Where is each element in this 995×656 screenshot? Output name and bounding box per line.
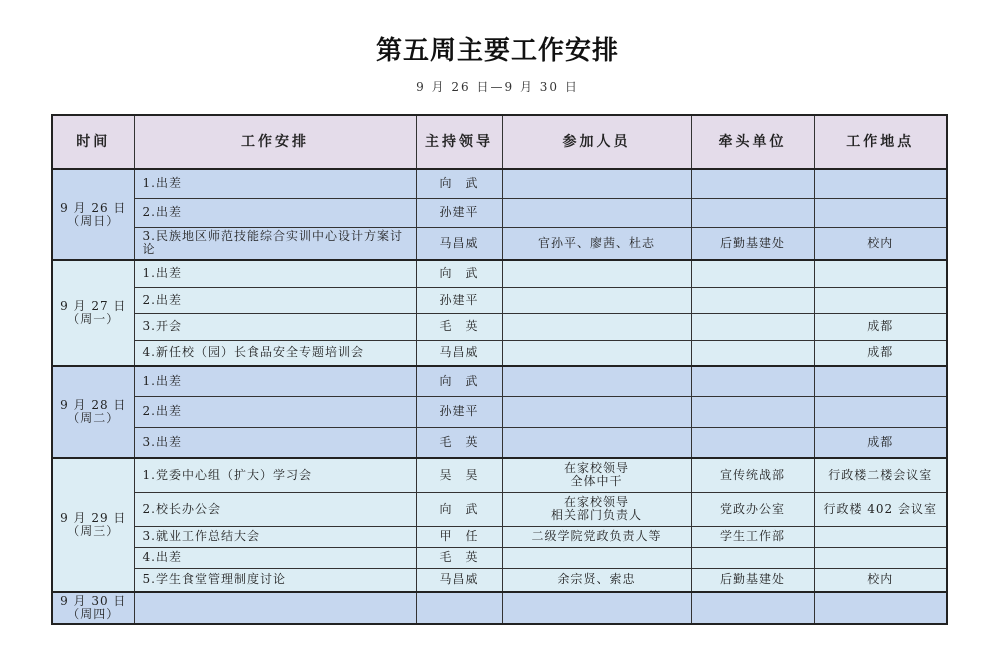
task-cell: 4.新任校（园）长食品安全专题培训会 — [134, 340, 416, 366]
leader-cell: 孙建平 — [416, 287, 502, 313]
weekday-text: （周三） — [67, 524, 120, 538]
leader-cell: 向 武 — [416, 366, 502, 396]
unit-cell — [691, 287, 814, 313]
attendees-cell — [502, 427, 691, 458]
task-cell — [134, 592, 416, 624]
attendees-cell — [502, 340, 691, 366]
table-row — [52, 169, 947, 198]
leader-cell: 马昌威 — [416, 340, 502, 366]
attendees-cell: 在家校领导 全体中干 — [502, 458, 691, 492]
place-cell: 成都 — [814, 313, 947, 340]
task-cell: 2.出差 — [134, 198, 416, 227]
table-row — [52, 366, 947, 396]
weekday-text: （周一） — [67, 312, 120, 326]
place-cell: 行政楼二楼会议室 — [814, 458, 947, 492]
header-place: 工作地点 — [814, 115, 947, 169]
day-group — [52, 458, 947, 592]
unit-cell — [691, 260, 814, 287]
date-cell — [52, 260, 134, 366]
attendees-cell — [502, 592, 691, 624]
place-cell: 校内 — [814, 227, 947, 260]
attendees-cell — [502, 313, 691, 340]
place-cell — [814, 526, 947, 547]
date-text: 9 月 27 日 — [60, 299, 127, 313]
place-cell — [814, 260, 947, 287]
header-row — [52, 115, 947, 169]
table-row — [52, 287, 947, 313]
table-row — [52, 340, 947, 366]
task-cell: 3.就业工作总结大会 — [134, 526, 416, 547]
date-text: 9 月 29 日 — [60, 511, 127, 525]
attendees-cell: 二级学院党政负责人等 — [502, 526, 691, 547]
task-cell: 1.党委中心组（扩大）学习会 — [134, 458, 416, 492]
leader-cell: 马昌威 — [416, 227, 502, 260]
table-row — [52, 526, 947, 547]
place-cell: 成都 — [814, 427, 947, 458]
task-cell: 2.校长办公会 — [134, 492, 416, 526]
unit-cell: 后勤基建处 — [691, 227, 814, 260]
day-group — [52, 366, 947, 458]
task-cell: 1.出差 — [134, 169, 416, 198]
attendees-cell — [502, 287, 691, 313]
unit-cell: 宣传统战部 — [691, 458, 814, 492]
unit-cell — [691, 396, 814, 427]
table-row — [52, 198, 947, 227]
leader-cell: 向 武 — [416, 260, 502, 287]
unit-cell — [691, 547, 814, 568]
place-cell: 行政楼 402 会议室 — [814, 492, 947, 526]
weekday-text: （周四） — [67, 607, 120, 621]
unit-cell — [691, 340, 814, 366]
attendees-cell: 余宗贤、索忠 — [502, 568, 691, 592]
header-leader: 主持领导 — [416, 115, 502, 169]
attendees-cell — [502, 169, 691, 198]
attendees-cell — [502, 547, 691, 568]
page-title: 第五周主要工作安排 — [375, 36, 619, 66]
leader-cell: 毛 英 — [416, 427, 502, 458]
date-text: 9 月 30 日 — [60, 594, 127, 608]
day-group — [52, 169, 947, 260]
leader-cell: 向 武 — [416, 169, 502, 198]
place-cell: 成都 — [814, 340, 947, 366]
date-cell — [52, 366, 134, 458]
unit-cell — [691, 313, 814, 340]
table-row — [52, 227, 947, 260]
unit-cell — [691, 592, 814, 624]
attendees-cell — [502, 260, 691, 287]
place-cell — [814, 287, 947, 313]
table-row — [52, 568, 947, 592]
table-row — [52, 427, 947, 458]
attendees-cell: 在家校领导 相关部门负责人 — [502, 492, 691, 526]
date-text: 9 月 28 日 — [60, 398, 127, 412]
table-row — [52, 260, 947, 287]
task-cell: 3.民族地区师范技能综合实训中心设计方案讨论 — [134, 227, 416, 260]
table-row — [52, 492, 947, 526]
place-cell — [814, 547, 947, 568]
table-row — [52, 547, 947, 568]
header-task: 工作安排 — [134, 115, 416, 169]
unit-cell — [691, 169, 814, 198]
leader-cell: 毛 英 — [416, 313, 502, 340]
table-row — [52, 396, 947, 427]
leader-cell: 吴 昊 — [416, 458, 502, 492]
attendees-cell — [502, 366, 691, 396]
day-group — [52, 592, 947, 624]
table-row — [52, 313, 947, 340]
unit-cell — [691, 198, 814, 227]
table-row — [52, 458, 947, 492]
place-cell — [814, 366, 947, 396]
leader-cell: 向 武 — [416, 492, 502, 526]
unit-cell: 后勤基建处 — [691, 568, 814, 592]
leader-cell: 马昌威 — [416, 568, 502, 592]
leader-cell: 毛 英 — [416, 547, 502, 568]
place-cell — [814, 198, 947, 227]
day-group — [52, 260, 947, 366]
weekday-text: （周二） — [67, 411, 120, 425]
task-cell: 5.学生食堂管理制度讨论 — [134, 568, 416, 592]
date-cell — [52, 169, 134, 260]
unit-cell — [691, 427, 814, 458]
header-time: 时间 — [52, 115, 134, 169]
task-cell: 3.开会 — [134, 313, 416, 340]
unit-cell: 学生工作部 — [691, 526, 814, 547]
header-unit: 牵头单位 — [691, 115, 814, 169]
task-cell: 1.出差 — [134, 260, 416, 287]
task-cell: 2.出差 — [134, 287, 416, 313]
task-cell: 2.出差 — [134, 396, 416, 427]
place-cell — [814, 592, 947, 624]
task-cell: 4.出差 — [134, 547, 416, 568]
leader-cell: 孙建平 — [416, 396, 502, 427]
date-cell — [52, 592, 134, 624]
weekday-text: （周日） — [67, 213, 120, 228]
attendees-cell: 官孙平、廖茜、杜志 — [502, 227, 691, 260]
place-cell — [814, 396, 947, 427]
date-range: 9 月 26 日—9 月 30 日 — [416, 80, 579, 94]
unit-cell — [691, 366, 814, 396]
task-cell: 1.出差 — [134, 366, 416, 396]
header-attendees: 参加人员 — [502, 115, 691, 169]
leader-cell: 孙建平 — [416, 198, 502, 227]
task-cell: 3.出差 — [134, 427, 416, 458]
date-cell — [52, 458, 134, 592]
date-text: 9 月 26 日 — [60, 200, 127, 215]
table-row — [52, 592, 947, 624]
attendees-cell — [502, 198, 691, 227]
leader-cell — [416, 592, 502, 624]
leader-cell: 甲 任 — [416, 526, 502, 547]
attendees-cell — [502, 396, 691, 427]
place-cell — [814, 169, 947, 198]
schedule-table — [51, 114, 948, 625]
unit-cell: 党政办公室 — [691, 492, 814, 526]
place-cell: 校内 — [814, 568, 947, 592]
